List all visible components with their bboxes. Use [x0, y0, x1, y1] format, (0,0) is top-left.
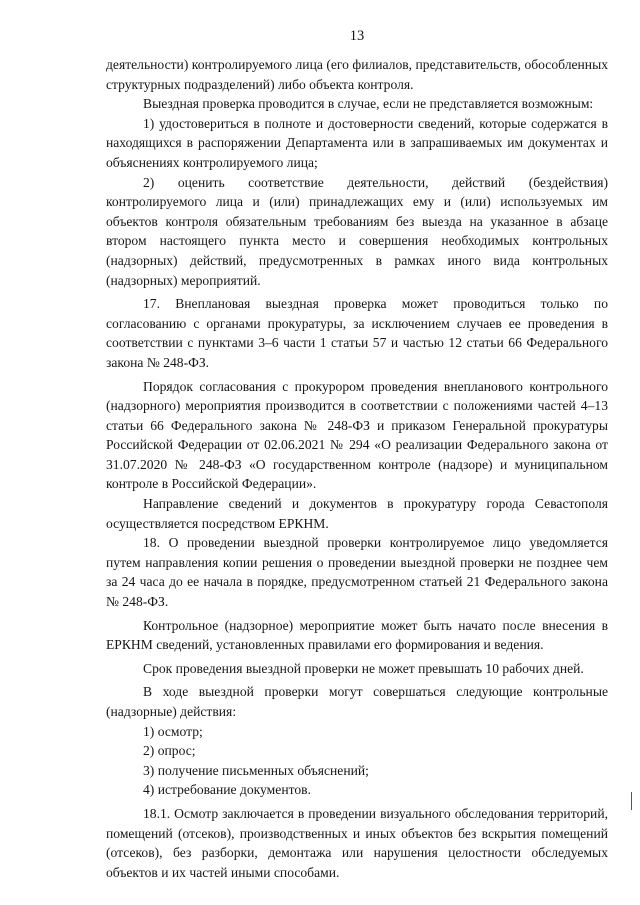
page-number: 13	[349, 28, 365, 44]
margin-mark	[631, 792, 632, 810]
paragraph-item-1: 1) удостовериться в полноте и достоверности сведений, которые содержатся в находящихся в распоряжении Департамента или в запрашиваемых им документах и объяснениях контролируемого лица;	[106, 115, 608, 170]
paragraph-section-18-1: 18.1. Осмотр заключается в проведении визуального обследования территорий, помещений (отсеков), производственных и иных объектов без вскрытия помещений (отсеков), без разборки, демонтажа или нарушения целостности обследуемых объектов и их частей иными способами.	[106, 805, 608, 880]
paragraph-section-18: 18. О проведении выездной проверки контролируемое лицо уведомляется путем направления копии решения о проведении выездной проверки не позднее чем за 24 часа до ее начала в порядке, предусмотренном статьей 21 Федерального закона № 248-ФЗ.	[106, 535, 608, 610]
paragraph-onsite-inspection-condition: Выездная проверка проводится в случае, если не представляется возможным:	[143, 96, 594, 112]
actions-list	[106, 722, 608, 800]
paragraph-approval-procedure: Порядок согласования с прокурором проведения внепланового контрольного (надзорного) мероприятия производится в соответствии с положениями частей 4–13 статьи 66 Федерального закона № 248-ФЗ и приказом Генеральной прокуратуры Российской Федерации от 02.06.2021 № 294 «О реализации Федерального закона от 31.07.2020 № 248-ФЗ «О государственном контроле (надзоре) и муниципальном контроле в Российской Федерации».	[106, 378, 608, 492]
paragraph-section-17: 17. Внеплановая выездная проверка может проводиться только по согласованию с органами прокуратуры, за исключением случаев ее проведения в соответствии с пунктами 3–6 части 1 статьи 57 и частью 12 статьи 66 Федерального закона № 248-ФЗ.	[106, 296, 608, 370]
list-item: 1) осмотр;	[143, 723, 203, 739]
paragraph-start-condition: Контрольное (надзорное) мероприятие может быть начато после внесения в ЕРКНМ сведений, установленных правилами его формирования и ведения.	[106, 617, 608, 653]
paragraph-continuation: деятельности) контролируемого лица (его филиалов, представительств, обособленных структурных подразделений) либо объекта контроля.	[106, 57, 608, 92]
paragraph-actions-intro: В ходе выездной проверки могут совершаться следующие контрольные (надзорные) действия:	[106, 684, 608, 719]
paragraph-erknm-submission: Направление сведений и документов в прокуратуру города Севастополя осуществляется посредством ЕРКНМ.	[106, 496, 608, 531]
list-item: 3) получение письменных объяснений;	[143, 762, 369, 778]
list-item: 2) опрос;	[143, 743, 196, 759]
paragraph-duration: Срок проведения выездной проверки не может превышать 10 рабочих дней.	[143, 660, 584, 676]
paragraph-item-2: 2) оценить соответствие деятельности, действий (бездействия) контролируемого лица и (или) принадлежащих ему и (или) используемых им объектов контроля обязательным требованиям без выезда на указанное в абзаце втором настоящего пункта место и совершения необходимых контрольных (надзорных) действий, предусмотренных в рамках иного вида контрольных (надзорных) мероприятий.	[106, 174, 608, 288]
list-item: 4) истребование документов.	[143, 782, 311, 798]
